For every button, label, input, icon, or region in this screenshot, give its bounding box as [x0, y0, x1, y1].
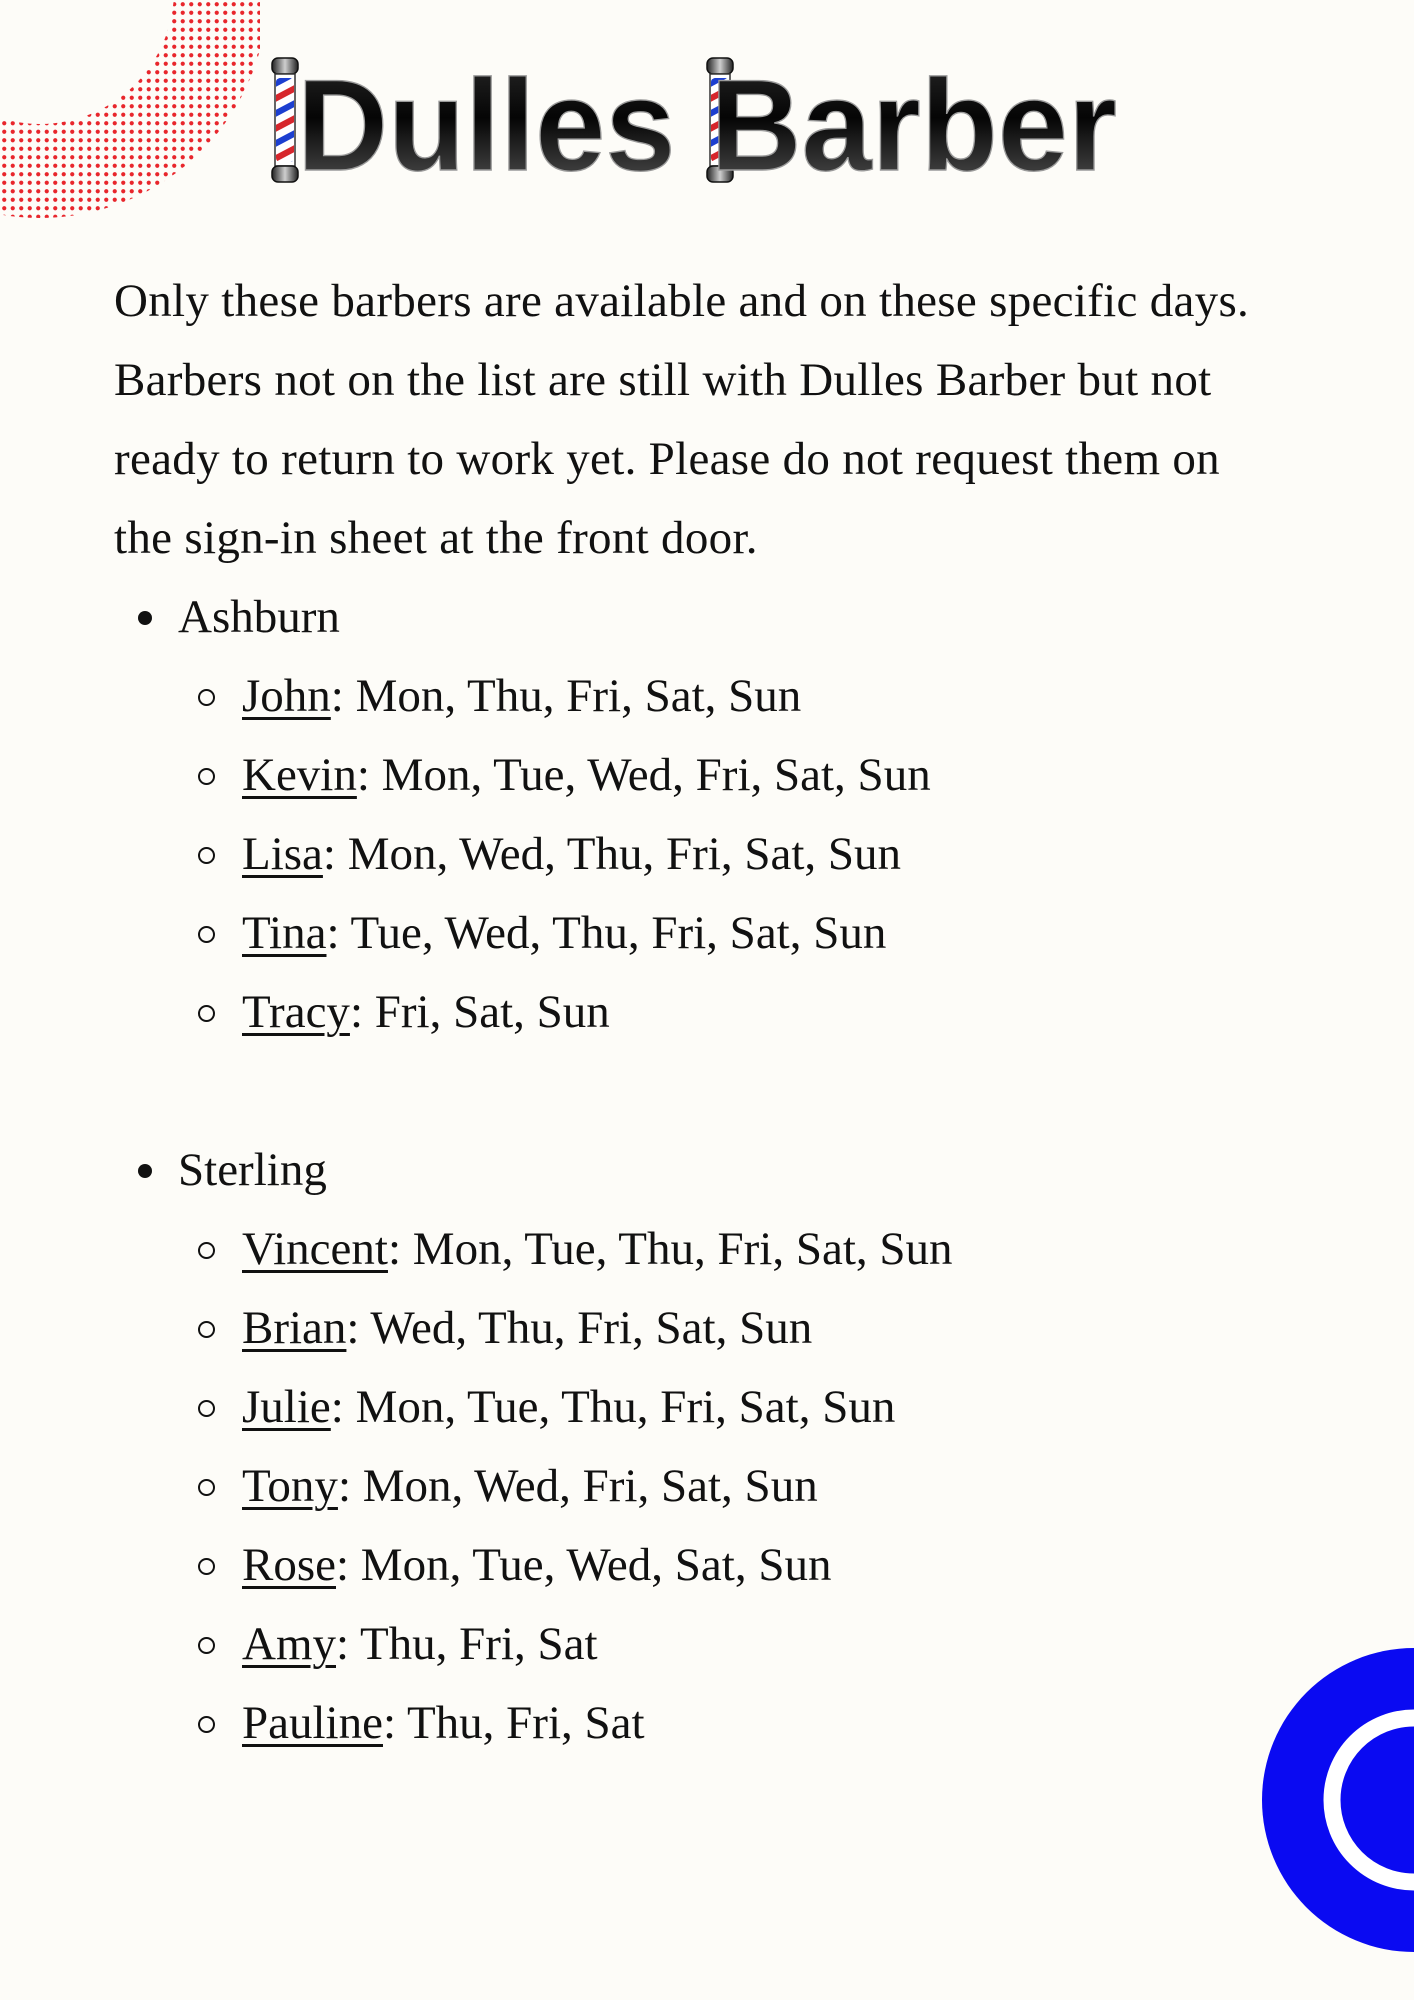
barber-item — [178, 736, 1274, 815]
location-item-sterling — [114, 1131, 1274, 1763]
barber-item — [178, 973, 1274, 1052]
barber-days: : Tue, Wed, Thu, Fri, Sat, Sun — [326, 907, 887, 959]
barber-item — [178, 1526, 1274, 1605]
barber-days: : Mon, Wed, Fri, Sat, Sun — [337, 1460, 818, 1512]
barber-name-link[interactable]: Pauline — [242, 1697, 383, 1749]
barber-name-link[interactable]: Kevin — [242, 749, 357, 801]
barber-days: : Thu, Fri, Sat — [382, 1697, 645, 1749]
barber-name-link[interactable]: John — [242, 670, 331, 722]
barber-list-ashburn — [178, 657, 1274, 1052]
barber-days: : Wed, Thu, Fri, Sat, Sun — [346, 1302, 813, 1354]
barber-item — [178, 657, 1274, 736]
barber-item — [178, 1210, 1274, 1289]
barber-name-link[interactable]: Lisa — [242, 828, 323, 880]
barber-item — [178, 1684, 1274, 1763]
barber-name-link[interactable]: Tony — [242, 1460, 338, 1512]
barber-list-sterling — [178, 1210, 1274, 1763]
location-name: Ashburn — [178, 591, 340, 643]
intro-paragraph: Only these barbers are available and on these specific days. Barbers not on the list are still with Dulles Barber but not ready to return to work yet. Please do not request them on the sign-in sheet at the front door. — [114, 275, 1250, 564]
barber-name-link[interactable]: Vincent — [242, 1223, 388, 1275]
barber-name-link[interactable]: Amy — [242, 1618, 336, 1670]
barber-item — [178, 1368, 1274, 1447]
barber-days: : Mon, Thu, Fri, Sat, Sun — [330, 670, 802, 722]
location-list — [114, 578, 1274, 1763]
barber-item — [178, 894, 1274, 973]
main-content — [114, 262, 1274, 1763]
barber-item — [178, 1605, 1274, 1684]
barber-item — [178, 1447, 1274, 1526]
barber-days: : Fri, Sat, Sun — [349, 986, 610, 1038]
barber-name-link[interactable]: Tracy — [242, 986, 350, 1038]
barber-days: : Mon, Tue, Thu, Fri, Sat, Sun — [387, 1223, 953, 1275]
barber-days: : Mon, Tue, Wed, Sat, Sun — [336, 1539, 832, 1591]
barber-days: : Mon, Wed, Thu, Fri, Sat, Sun — [322, 828, 902, 880]
barber-item — [178, 1289, 1274, 1368]
barber-days: : Thu, Fri, Sat — [336, 1618, 598, 1670]
barber-name-link[interactable]: Julie — [242, 1381, 331, 1433]
blue-circle-decoration — [1254, 1645, 1414, 1965]
barber-name-link[interactable]: Tina — [242, 907, 327, 959]
barber-days: : Mon, Tue, Thu, Fri, Sat, Sun — [330, 1381, 896, 1433]
barber-item — [178, 815, 1274, 894]
red-dot-pattern — [0, 0, 260, 270]
dulles-barber-logo — [265, 52, 1155, 187]
location-name: Sterling — [178, 1144, 327, 1196]
logo-text: Dulles Barber — [297, 52, 1117, 187]
barber-name-link[interactable]: Rose — [242, 1539, 336, 1591]
location-item-ashburn — [114, 578, 1274, 1052]
barber-days: : Mon, Tue, Wed, Fri, Sat, Sun — [356, 749, 931, 801]
barber-name-link[interactable]: Brian — [242, 1302, 347, 1354]
